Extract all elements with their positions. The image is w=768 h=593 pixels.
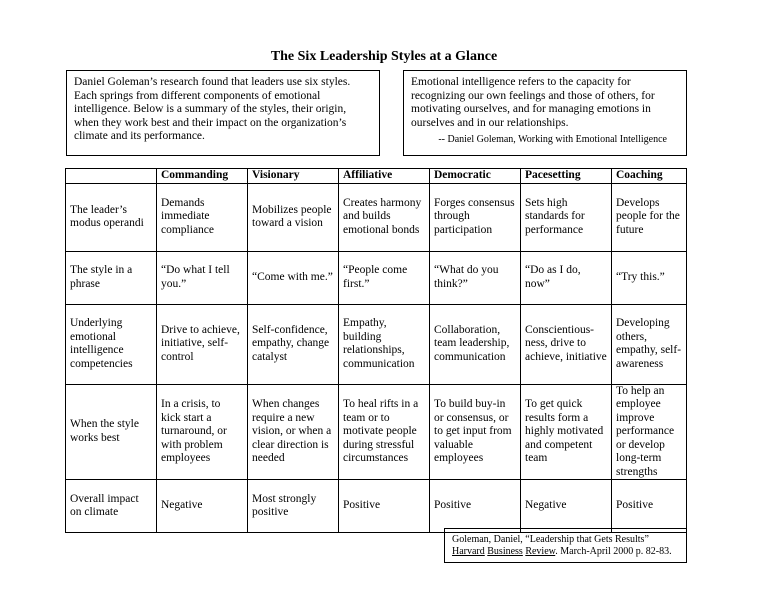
table-cell: Positive: [430, 480, 521, 533]
column-header: Commanding: [157, 169, 248, 184]
table-cell: Drive to achieve, initiative, self-control: [157, 304, 248, 384]
table-cell: Conscientious-ness, drive to achieve, initiative: [521, 304, 612, 384]
table-cell: “Try this.”: [612, 251, 687, 304]
row-label: Overall impact on climate: [66, 480, 157, 533]
quote-text: Emotional intelligence refers to the capacity for recognizing our own feelings and those of others, for motivating ourselves, and for managing emotions in ourselves and in our relationships.: [411, 76, 655, 129]
table-cell: Creates harmony and builds emotional bonds: [339, 183, 430, 251]
table-cell: Develops people for the future: [612, 183, 687, 251]
table-row: [66, 304, 687, 384]
table-cell: Self-confidence, empathy, change catalyst: [248, 304, 339, 384]
column-header: Affiliative: [339, 169, 430, 184]
page-title: The Six Leadership Styles at a Glance: [270, 49, 498, 64]
row-label: The leader’s modus operandi: [66, 183, 157, 251]
table-row: [66, 384, 687, 480]
reference-box: [444, 528, 687, 563]
intro-box: [66, 70, 380, 156]
column-header: Democratic: [430, 169, 521, 184]
table-cell: “What do you think?”: [430, 251, 521, 304]
table-cell: Positive: [612, 480, 687, 533]
table-cell: Empathy, building relationships, communication: [339, 304, 430, 384]
table-cell: To get quick results form a highly motivated and competent team: [521, 384, 612, 480]
table-cell: Collaboration, team leadership, communication: [430, 304, 521, 384]
reference-journal: Business: [487, 546, 523, 557]
reference-journal: Review: [525, 546, 556, 557]
table-cell: Negative: [521, 480, 612, 533]
table-cell: Positive: [339, 480, 430, 533]
table-cell: Sets high standards for performance: [521, 183, 612, 251]
table-row: [66, 251, 687, 304]
table-cell: To heal rifts in a team or to motivate people during stressful circumstances: [339, 384, 430, 480]
table-cell: Negative: [157, 480, 248, 533]
table-cell: Developing others, empathy, self-awareness: [612, 304, 687, 384]
table-cell: “Do as I do, now”: [521, 251, 612, 304]
table-row: [66, 480, 687, 533]
intro-text: Daniel Goleman’s research found that leaders use six styles. Each springs from different components of emotional intelligence. Below is a summary of the styles, their origin, when they work best and their impact on the organization’s climate and its performance.: [74, 76, 351, 142]
table-cell: To build buy-in or consensus, or to get input from valuable employees: [430, 384, 521, 480]
row-label: When the style works best: [66, 384, 157, 480]
column-header: Pacesetting: [521, 169, 612, 184]
table-cell: Mobilizes people toward a vision: [248, 183, 339, 251]
row-label: Underlying emotional intelligence competencies: [66, 304, 157, 384]
table-cell: “Do what I tell you.”: [157, 251, 248, 304]
quote-source: -- Daniel Goleman, Working with Emotional Intelligence: [438, 134, 667, 145]
table-cell: Demands immediate compliance: [157, 183, 248, 251]
table-cell: To help an employee improve performance or develop long-term strengths: [612, 384, 687, 480]
table-cell: Most strongly positive: [248, 480, 339, 533]
table-header-row: [66, 169, 687, 184]
reference-journal: Harvard: [452, 546, 485, 557]
column-header: Visionary: [248, 169, 339, 184]
table-cell: In a crisis, to kick start a turnaround, or with problem employees: [157, 384, 248, 480]
column-header: Coaching: [612, 169, 687, 184]
quote-box: [403, 70, 687, 156]
leadership-styles-table: [65, 168, 687, 533]
corner-cell: [66, 169, 157, 184]
row-label: The style in a phrase: [66, 251, 157, 304]
reference-text: Goleman, Daniel, “Leadership that Gets Results”: [452, 534, 649, 545]
reference-text: . March-April 2000 p. 82-83.: [555, 546, 672, 557]
table-cell: Forges consensus through participation: [430, 183, 521, 251]
table-cell: “People come first.”: [339, 251, 430, 304]
table-cell: “Come with me.”: [248, 251, 339, 304]
table-row: [66, 183, 687, 251]
table-cell: When changes require a new vision, or when a clear direction is needed: [248, 384, 339, 480]
